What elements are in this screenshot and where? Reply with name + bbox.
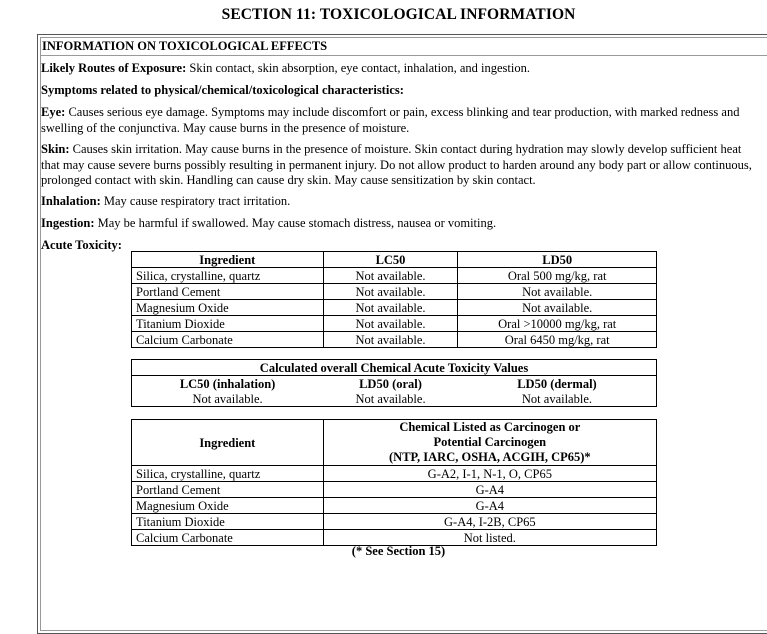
ingredient-cell: Silica, crystalline, quartz	[132, 466, 324, 482]
column-header: LD50 (oral)	[359, 376, 422, 391]
carcinogen-header-line: (NTP, IARC, OSHA, ACGIH, CP65)*	[389, 450, 591, 464]
table-row	[132, 300, 657, 316]
carcinogen-cell: G-A4, I-2B, CP65	[323, 514, 656, 530]
lc50-cell: Not available.	[323, 316, 458, 332]
table-header-row	[132, 420, 657, 466]
acute-toxicity-label-text: Acute Toxicity:	[41, 238, 122, 252]
routes-text: Skin contact, skin absorption, eye contact, inhalation, and ingestion.	[186, 61, 530, 75]
column-header: LC50	[323, 252, 458, 268]
symptoms-heading-text: Symptoms related to physical/chemical/toxicological characteristics:	[41, 83, 404, 97]
ingredient-cell: Silica, crystalline, quartz	[132, 268, 324, 284]
calculated-table-title: Calculated overall Chemical Acute Toxicity Values	[132, 360, 657, 376]
section-title: SECTION 11: TOXICOLOGICAL INFORMATION	[221, 6, 576, 23]
ld50-cell: Not available.	[458, 300, 657, 316]
skin-text: Causes skin irritation. May cause burns in the presence of moisture. Skin contact during hydration may slowly develop sufficient heat that may cause severe burns possibly resulting in permanent injury. Do not allow product to harden around any body part or allow continuous, prolonged contact with skin. Handling can cause dry skin. May cause sensitization by skin contact.	[41, 142, 752, 187]
skin-paragraph	[41, 142, 756, 189]
table-row	[132, 284, 657, 300]
table-row	[132, 482, 657, 498]
ld50-cell: Oral 500 mg/kg, rat	[458, 268, 657, 284]
routes-label: Likely Routes of Exposure:	[41, 61, 187, 75]
eye-label: Eye:	[41, 105, 66, 119]
carcinogen-cell: G-A2, I-1, N-1, O, CP65	[323, 466, 656, 482]
ingestion-text: May be harmful if swallowed. May cause stomach distress, nausea or vomiting.	[94, 216, 497, 230]
ingestion-label: Ingestion:	[41, 216, 95, 230]
eye-text: Causes serious eye damage. Symptoms may include discomfort or pain, excess blinking and tear production, with marked redness and swelling of the conjunctiva. May cause burns in the presence of moisture.	[41, 105, 740, 135]
lc50-cell: Not available.	[323, 332, 458, 348]
table-title-row	[132, 360, 657, 376]
box-header: INFORMATION ON TOXICOLOGICAL EFFECTS	[40, 37, 767, 56]
carcinogen-table	[131, 419, 657, 546]
ingredient-cell: Magnesium Oxide	[132, 300, 324, 316]
carcinogen-header-line: Potential Carcinogen	[433, 435, 547, 449]
lc50-inhalation-cell: Not available.	[132, 391, 324, 407]
inhalation-label: Inhalation:	[41, 194, 101, 208]
footnote: (* See Section 15)	[351, 544, 446, 558]
symptoms-heading	[41, 83, 756, 99]
table-row	[132, 268, 657, 284]
column-header: LD50	[458, 252, 657, 268]
skin-label: Skin:	[41, 142, 70, 156]
column-header: Ingredient	[132, 420, 324, 466]
ingredient-cell: Titanium Dioxide	[132, 316, 324, 332]
lc50-cell: Not available.	[323, 300, 458, 316]
ingredient-cell: Portland Cement	[132, 284, 324, 300]
table-row	[132, 466, 657, 482]
routes-paragraph	[41, 61, 756, 77]
ingredient-cell: Calcium Carbonate	[132, 530, 324, 546]
ld50-cell: Oral 6450 mg/kg, rat	[458, 332, 657, 348]
carcinogen-cell: Not listed.	[323, 530, 656, 546]
ingredient-cell: Portland Cement	[132, 482, 324, 498]
column-header: LD50 (dermal)	[458, 376, 657, 392]
ld50-dermal-cell: Not available.	[458, 391, 657, 407]
ingestion-paragraph	[41, 216, 756, 232]
eye-paragraph	[41, 105, 756, 136]
lc50-cell: Not available.	[323, 284, 458, 300]
carcinogen-cell: G-A4	[323, 498, 656, 514]
inhalation-paragraph	[41, 194, 756, 210]
ld50-cell: Not available.	[458, 284, 657, 300]
ld50-oral-cell: Not available.	[323, 391, 458, 407]
ingredient-cell: Magnesium Oxide	[132, 498, 324, 514]
carcinogen-header-line: Chemical Listed as Carcinogen or	[399, 420, 581, 434]
table-row	[132, 332, 657, 348]
calculated-toxicity-table	[131, 359, 657, 407]
acute-toxicity-table	[131, 251, 657, 348]
table-row	[132, 391, 657, 407]
ld50-cell: Oral >10000 mg/kg, rat	[458, 316, 657, 332]
table-row	[132, 316, 657, 332]
ingredient-cell: Calcium Carbonate	[132, 332, 324, 348]
table-row	[132, 498, 657, 514]
inhalation-text: May cause respiratory tract irritation.	[100, 194, 291, 208]
table-row	[132, 514, 657, 530]
table-header-row	[132, 376, 657, 392]
ingredient-cell: Titanium Dioxide	[132, 514, 324, 530]
carcinogen-column-header	[323, 420, 656, 466]
table-header-row	[132, 252, 657, 268]
column-header: LC50 (inhalation)	[132, 376, 324, 392]
column-header: Ingredient	[132, 252, 324, 268]
carcinogen-cell: G-A4	[323, 482, 656, 498]
lc50-cell: Not available.	[323, 268, 458, 284]
